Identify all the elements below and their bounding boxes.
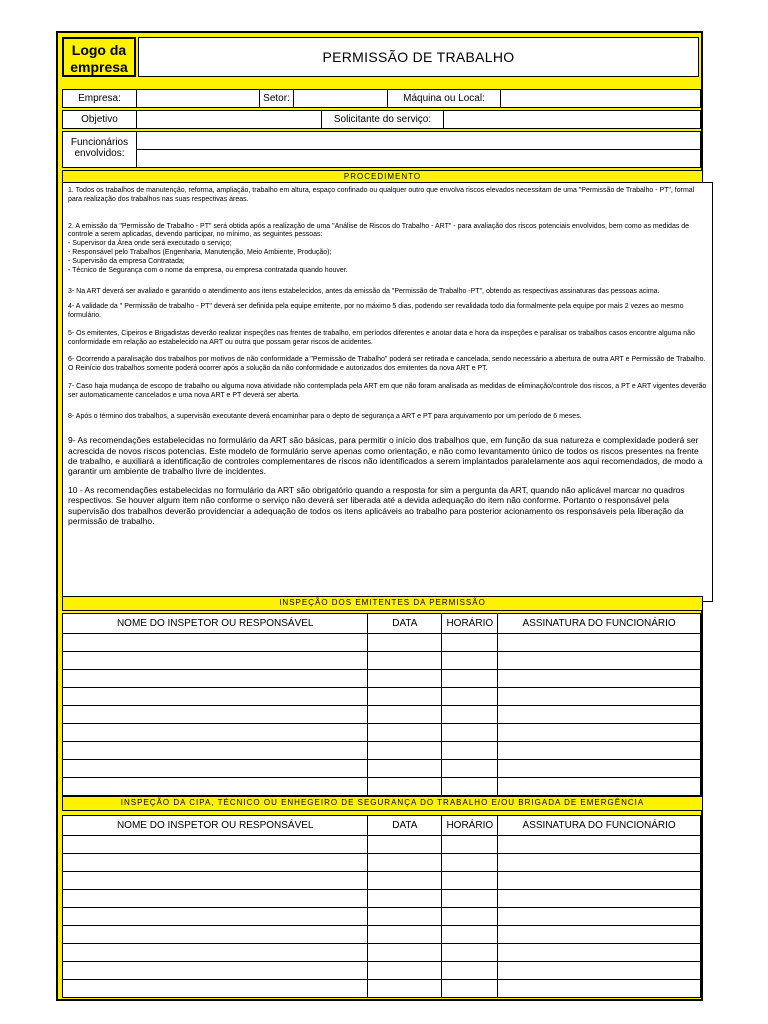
inspecao-cipa-table: [62, 815, 701, 998]
horario-cell[interactable]: [442, 908, 498, 926]
column-header-data: DATA: [368, 614, 442, 634]
data-cell[interactable]: [368, 760, 442, 778]
column-header-nome: NOME DO INSPETOR OU RESPONSÁVEL: [63, 614, 368, 634]
nome-cell[interactable]: [63, 724, 368, 742]
objetivo-label-cell: [62, 110, 137, 129]
assinatura-cell[interactable]: [498, 854, 701, 872]
procedimento-item-6: 6- Ocorrendo a paralisação dos trabalhos por motivos de não conformidade a "Permissão de Trabalho" poderá ser retirada e cancelada, sendo necessário a abertura de outra ART e Permissão de Trabalho. O Reinício dos trabalhos somente poderá ocorrer após a solução da não conformidade e autorizados dos emitentes da nova ART e PT.: [68, 356, 706, 373]
horario-cell[interactable]: [442, 854, 498, 872]
page-title: [138, 37, 699, 77]
setor-label-cell: [259, 89, 294, 108]
procedimento-item-4: 4- A validade da " Permissão de trabalho - PT" deverá ser definida pela equipe emitente, por no máximo 5 dias, podendo ser revalidada todo dia formalmente pela equipe por mais 2 vezes ao mesmo formulário.: [68, 303, 684, 319]
horario-cell[interactable]: [442, 724, 498, 742]
table-row: [63, 836, 701, 854]
procedimento-item-2: 2. A emissão da "Permissão de Trabalho - PT" será obtida após a realização de uma "Análise de Riscos do Trabalho - ART" - para avaliação dos riscos potenciais envolvidos, bem como as medidas de controle a serem aplicadas, devendo participar, no mínimo, as seguintes pessoas: - Supervisor da Área onde será executado o serviço; - Responsável pelo Trabalhos (Engenharia, Manutenção, Meio Ambiente, Produção); - Supervisão da empresa Contratada; - Técnico de Segurança com o nome da empresa, ou empresa contratada quando houver.: [68, 222, 690, 274]
data-cell[interactable]: [368, 872, 442, 890]
nome-cell[interactable]: [63, 890, 368, 908]
assinatura-cell[interactable]: [498, 908, 701, 926]
empresa-field[interactable]: [136, 89, 260, 108]
table-row: [63, 634, 701, 652]
horario-cell[interactable]: [442, 890, 498, 908]
nome-cell[interactable]: [63, 742, 368, 760]
table-row: [63, 944, 701, 962]
inspecao-cipa-title: INSPEÇÃO DA CIPA, TÉCNICO OU ENHEGEIRO DE SEGURANÇA DO TRABALHO E/OU BRIGADA DE EMERGÊNCIA: [120, 798, 645, 807]
assinatura-cell[interactable]: [498, 742, 701, 760]
inspecao-emitentes-title: INSPEÇÃO DOS EMITENTES DA PERMISSÃO: [279, 598, 486, 607]
horario-cell[interactable]: [442, 742, 498, 760]
data-cell[interactable]: [368, 634, 442, 652]
nome-cell[interactable]: [63, 778, 368, 796]
assinatura-cell[interactable]: [498, 688, 701, 706]
solicitante-field[interactable]: [443, 110, 701, 129]
table-row: [63, 742, 701, 760]
assinatura-cell[interactable]: [498, 652, 701, 670]
funcionarios-label: Funcionários envolvidos:: [70, 137, 129, 159]
data-cell[interactable]: [368, 926, 442, 944]
empresa-label: Empresa:: [78, 93, 121, 104]
inspecao-emitentes-heading: [62, 596, 703, 611]
assinatura-cell[interactable]: [498, 926, 701, 944]
data-cell[interactable]: [368, 724, 442, 742]
inspecao-emitentes-rows: [63, 634, 701, 796]
data-cell[interactable]: [368, 688, 442, 706]
maquina-label-cell: [387, 89, 501, 108]
procedimento-text: [62, 182, 713, 602]
table-row: [63, 872, 701, 890]
page-title-text: PERMISSÃO DE TRABALHO: [322, 49, 515, 65]
table-row: [63, 908, 701, 926]
procedimento-item-7: 7- Caso haja mudança de escopo de trabalho ou alguma nova atividade não contemplada pela ART em que não foram analisada as medidas de eliminação/controle dos riscos, a PT e ART vigentes deverão ser automaticamente cancelados e uma nova ART e PT deverá ser aberta.: [68, 382, 707, 399]
maquina-label: Máquina ou Local:: [403, 93, 485, 104]
nome-cell[interactable]: [63, 836, 368, 854]
procedimento-title: PROCEDIMENTO: [343, 172, 422, 181]
funcionarios-field-1[interactable]: [136, 131, 701, 150]
column-header-assinatura: ASSINATURA DO FUNCIONÁRIO: [498, 614, 701, 634]
assinatura-cell[interactable]: [498, 778, 701, 796]
table-row: [63, 670, 701, 688]
data-cell[interactable]: [368, 670, 442, 688]
assinatura-cell[interactable]: [498, 962, 701, 980]
nome-cell[interactable]: [63, 962, 368, 980]
nome-cell[interactable]: [63, 944, 368, 962]
funcionarios-label-cell: [62, 131, 137, 168]
assinatura-cell[interactable]: [498, 706, 701, 724]
nome-cell[interactable]: [63, 670, 368, 688]
horario-cell[interactable]: [442, 706, 498, 724]
assinatura-cell[interactable]: [498, 890, 701, 908]
nome-cell[interactable]: [63, 706, 368, 724]
nome-cell[interactable]: [63, 872, 368, 890]
table-header-row: [63, 614, 701, 634]
table-row: [63, 778, 701, 796]
data-cell[interactable]: [368, 908, 442, 926]
assinatura-cell[interactable]: [498, 944, 701, 962]
assinatura-cell[interactable]: [498, 634, 701, 652]
data-cell[interactable]: [368, 890, 442, 908]
horario-cell[interactable]: [442, 778, 498, 796]
data-cell[interactable]: [368, 854, 442, 872]
horario-cell[interactable]: [442, 760, 498, 778]
horario-cell[interactable]: [442, 836, 498, 854]
data-cell[interactable]: [368, 962, 442, 980]
setor-field[interactable]: [293, 89, 388, 108]
assinatura-cell[interactable]: [498, 836, 701, 854]
procedimento-item-3: 3- Na ART deverá ser avaliado e garantido o atendimento aos itens estabelecidos, antes da emissão da "Permissão de Trabalho -PT", obtendo as respectivas assinaturas das pessoas acima.: [68, 288, 660, 296]
setor-label: Setor:: [263, 93, 290, 104]
procedimento-item-1: 1. Todos os trabalhos de manutenção, reforma, ampliação, trabalho em altura, espaço confinado ou qualquer outro que envolva riscos elevados necessitam de uma "Permissão de Trabalho - PT", formal para realização dos trabalhos nas suas respectivas áreas.: [68, 187, 695, 203]
inspecao-emitentes-table: [62, 613, 701, 796]
horario-cell[interactable]: [442, 926, 498, 944]
nome-cell[interactable]: [63, 760, 368, 778]
nome-cell[interactable]: [63, 980, 368, 998]
horario-cell[interactable]: [442, 962, 498, 980]
nome-cell[interactable]: [63, 908, 368, 926]
inspecao-cipa-rows: [63, 836, 701, 998]
column-header-horario: HORÁRIO: [442, 614, 498, 634]
assinatura-cell[interactable]: [498, 760, 701, 778]
work-permit-form: [56, 31, 707, 1001]
nome-cell[interactable]: [63, 688, 368, 706]
objetivo-field[interactable]: [136, 110, 322, 129]
column-header-horario: HORÁRIO: [442, 816, 498, 836]
assinatura-cell[interactable]: [498, 980, 701, 998]
table-row: [63, 890, 701, 908]
column-header-nome: NOME DO INSPETOR OU RESPONSÁVEL: [63, 816, 368, 836]
nome-cell[interactable]: [63, 854, 368, 872]
assinatura-cell[interactable]: [498, 872, 701, 890]
data-cell[interactable]: [368, 742, 442, 760]
table-row: [63, 688, 701, 706]
table-header-row: [63, 816, 701, 836]
procedimento-item-9: 9- As recomendações estabelecidas no formulário da ART são básicas, para permitir o início dos trabalhos que, em função da sua natureza e complexidade poderá ser acrescida de novos riscos potencias. Este modelo de formulário serve apenas como orientação, e não como levantamento único de todos os riscos presentes na frente de trabalho, e auxiliará a identificação de controles complementares de riscos não identificados a serem implantados paralelamente aos aqui recomendados, de modo a garantir um ambiente de trabalho livre de incidentes.: [68, 435, 703, 476]
maquina-field[interactable]: [500, 89, 701, 108]
horario-cell[interactable]: [442, 944, 498, 962]
objetivo-label: Objetivo: [81, 114, 118, 125]
solicitante-label-cell: [321, 110, 444, 129]
solicitante-label: Solicitante do serviço:: [333, 114, 432, 125]
column-header-assinatura: ASSINATURA DO FUNCIONÁRIO: [498, 816, 701, 836]
table-row: [63, 706, 701, 724]
inspecao-cipa-heading: [62, 796, 703, 811]
horario-cell[interactable]: [442, 980, 498, 998]
assinatura-cell[interactable]: [498, 670, 701, 688]
company-logo-placeholder: [62, 37, 136, 77]
horario-cell[interactable]: [442, 872, 498, 890]
procedimento-item-8: 8- Após o término dos trabalhos, a supervisão executante deverá encaminhar para o depto de segurança a ART e PT para arquivamento por um período de 6 meses.: [68, 412, 582, 420]
nome-cell[interactable]: [63, 926, 368, 944]
table-row: [63, 962, 701, 980]
horario-cell[interactable]: [442, 670, 498, 688]
assinatura-cell[interactable]: [498, 724, 701, 742]
horario-cell[interactable]: [442, 652, 498, 670]
table-row: [63, 652, 701, 670]
data-cell[interactable]: [368, 836, 442, 854]
nome-cell[interactable]: [63, 634, 368, 652]
data-cell[interactable]: [368, 706, 442, 724]
table-row: [63, 980, 701, 998]
procedimento-item-10: 10 - As recomendações estabelecidas no formulário da ART são obrigatório quando a resposta for sim a pergunta da ART, quando não aplicável marcar no quadros respectivos. Se houver algum item não conforme o serviço não deverá ser liberada até a devida adequação do item não conforme. Portanto o responsável pela supervisão dos trabalhos deverão providenciar a adequação de todos os itens aplicáveis ao trabalho para posterior acionamento os responsáveis pela liberação da permissão de trabalho.: [68, 485, 685, 526]
data-cell[interactable]: [368, 652, 442, 670]
horario-cell[interactable]: [442, 688, 498, 706]
logo-text: Logo da empresa: [70, 42, 128, 75]
funcionarios-field-2[interactable]: [136, 149, 701, 168]
procedimento-item-5: 5- Os emitentes, Cipeiros e Brigadistas deverão realizar inspeções nas frentes de trabalho, em períodos diferentes e anotar data e hora da inspeções e paralisar os trabalhos casos encontre alguma não conformidade em relação ao estabelecido na ART ou outra que possam gerar riscos de acidentes.: [68, 329, 695, 346]
data-cell[interactable]: [368, 980, 442, 998]
data-cell[interactable]: [368, 778, 442, 796]
table-row: [63, 760, 701, 778]
table-row: [63, 724, 701, 742]
column-header-data: DATA: [368, 816, 442, 836]
empresa-label-cell: [62, 89, 137, 108]
table-row: [63, 926, 701, 944]
data-cell[interactable]: [368, 944, 442, 962]
nome-cell[interactable]: [63, 652, 368, 670]
horario-cell[interactable]: [442, 634, 498, 652]
table-row: [63, 854, 701, 872]
